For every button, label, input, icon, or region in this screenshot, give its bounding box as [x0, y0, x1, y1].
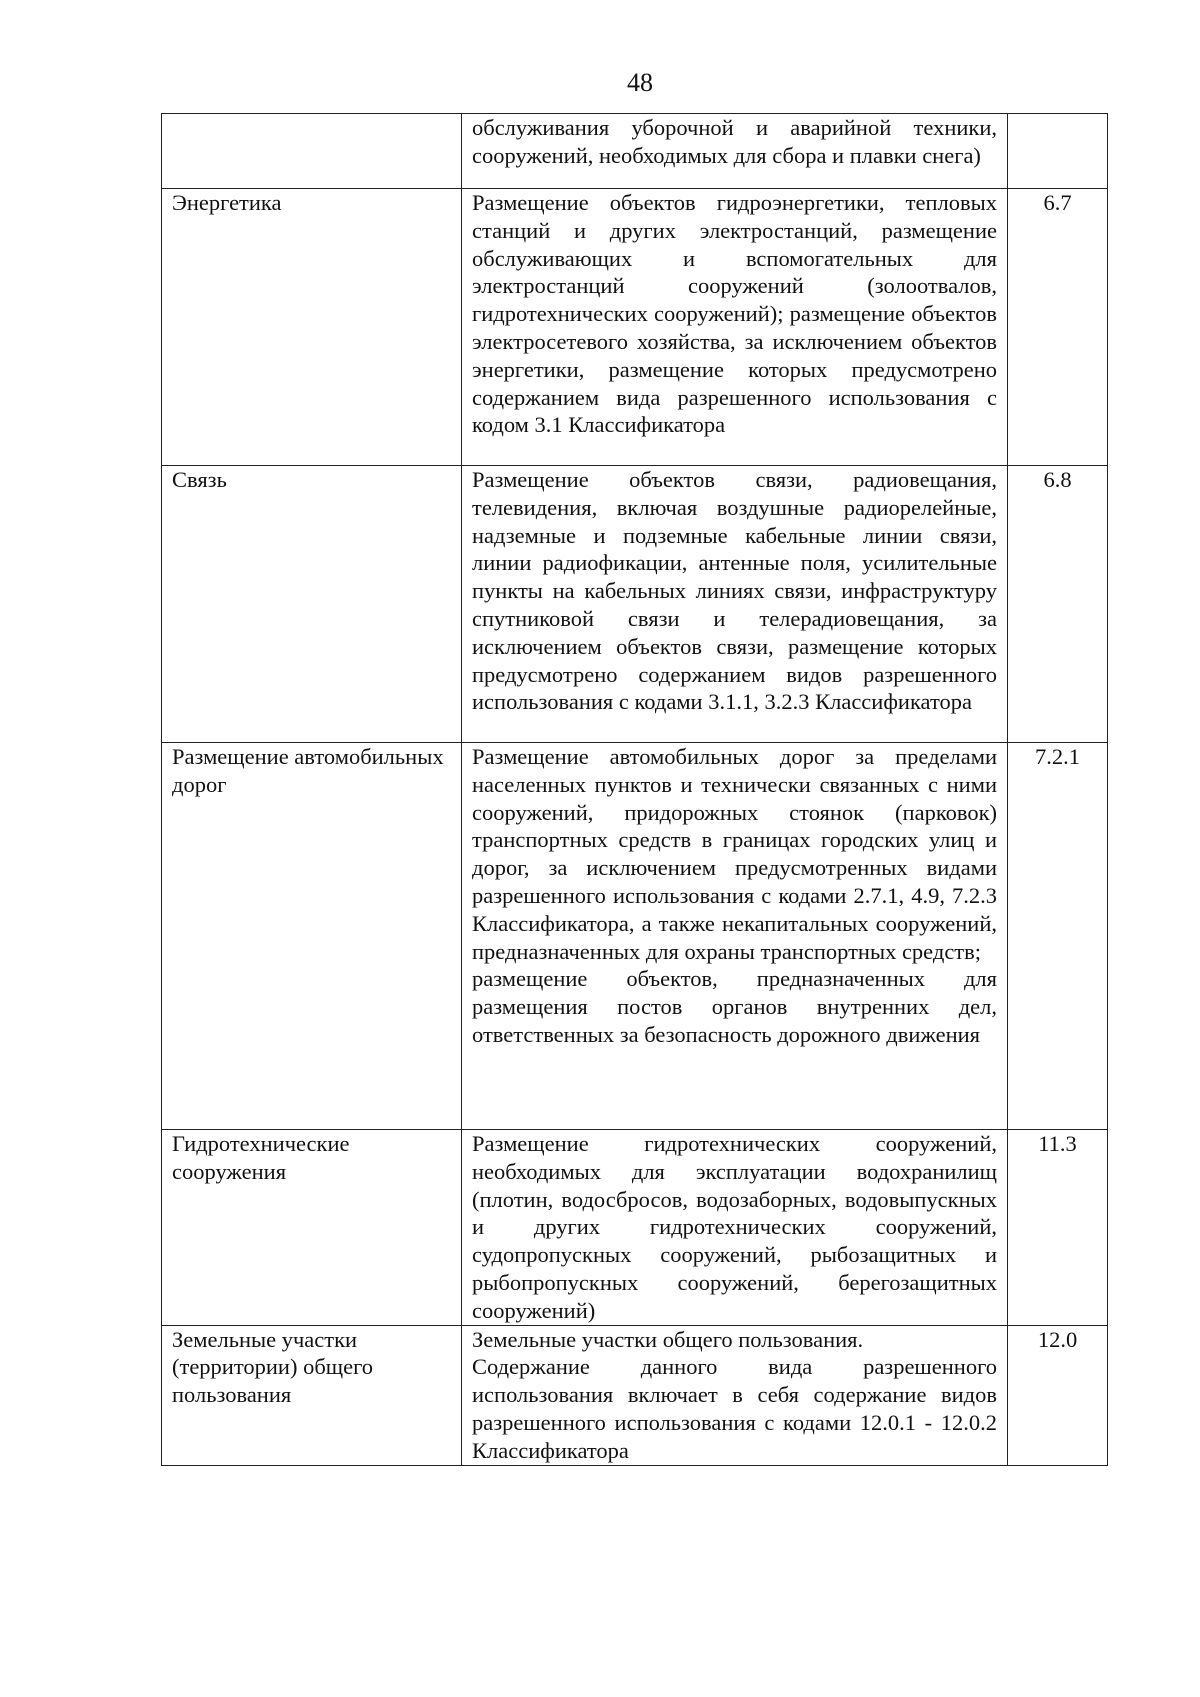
description-text: размещение объектов, предназначенных для размещения постов органов внутренних дел, ответственных за безопасность дорожного движения: [472, 966, 997, 1047]
table-row: [162, 189, 1108, 466]
use-name-cell: Связь: [162, 466, 462, 743]
table-row: [162, 466, 1108, 743]
use-name-cell: Гидротехнические сооружения: [162, 1130, 462, 1326]
use-description-cell: [462, 189, 1008, 466]
use-code-cell: 6.7: [1008, 189, 1108, 466]
table-row: [162, 1325, 1108, 1465]
use-code-cell: [1008, 114, 1108, 189]
use-description-cell: [462, 1130, 1008, 1326]
description-text: Размещение гидротехнических сооружений, необходимых для эксплуатации водохранилищ (плотин, водосбросов, водозаборных, водовыпускных и других гидротехнических сооружений, судопропускных сооружений, рыбозащитных и рыбопропускных сооружений, берегозащитных сооружений): [472, 1131, 997, 1323]
description-text: Размещение объектов связи, радиовещания, телевидения, включая воздушные радиорелейные, надземные и подземные кабельные линии связи, линии радиофикации, антенные поля, усилительные пункты на кабельных линиях связи, инфраструктуру спутниковой связи и телерадиовещания, за исключением объектов связи, размещение которых предусмотрено содержанием видов разрешенного использования с кодами 3.1.1, 3.2.3 Классификатора: [472, 467, 997, 715]
use-description-cell: [462, 114, 1008, 189]
use-code-cell: 7.2.1: [1008, 743, 1108, 1130]
description-text: Содержание данного вида разрешенного использования включает в себя содержание видов разрешенного использования с кодами 12.0.1 - 12.0.2 Классификатора: [472, 1354, 997, 1463]
description-text: Размещение автомобильных дорог за пределами населенных пунктов и технически связанных с ними сооружений, придорожных стоянок (парковок) транспортных средств в границах городских улиц и дорог, за исключением предусмотренных видами разрешенного использования с кодами 2.7.1, 4.9, 7.2.3 Классификатора, а также некапитальных сооружений, предназначенных для охраны транспортных средств;: [472, 744, 997, 964]
use-code-cell: 11.3: [1008, 1130, 1108, 1326]
table-row: [162, 743, 1108, 1130]
page-number: 48: [627, 68, 653, 97]
use-name-cell: Энергетика: [162, 189, 462, 466]
use-description-cell: [462, 1325, 1008, 1465]
description-text: обслуживания уборочной и аварийной техники, сооружений, необходимых для сбора и плавки снега): [472, 115, 997, 168]
land-use-table: [161, 113, 1108, 1466]
description-text: Размещение объектов гидроэнергетики, тепловых станций и других электростанций, размещение обслуживающих и вспомогательных для электростанций сооружений (золоотвалов, гидротехнических сооружений); размещение объектов электросетевого хозяйства, за исключением объектов энергетики, размещение которых предусмотрено содержанием вида разрешенного использования с кодом 3.1 Классификатора: [472, 190, 997, 438]
description-text: Земельные участки общего пользования.: [472, 1326, 864, 1352]
use-name-cell: Земельные участки (территории) общего пользования: [162, 1325, 462, 1465]
use-name-cell: [162, 114, 462, 189]
use-description-cell: [462, 466, 1008, 743]
table-row: [162, 1130, 1108, 1326]
table-row: [162, 114, 1108, 189]
use-name-cell: Размещение автомобильных дорог: [162, 743, 462, 1130]
use-code-cell: 6.8: [1008, 466, 1108, 743]
use-code-cell: 12.0: [1008, 1325, 1108, 1465]
use-description-cell: [462, 743, 1008, 1130]
